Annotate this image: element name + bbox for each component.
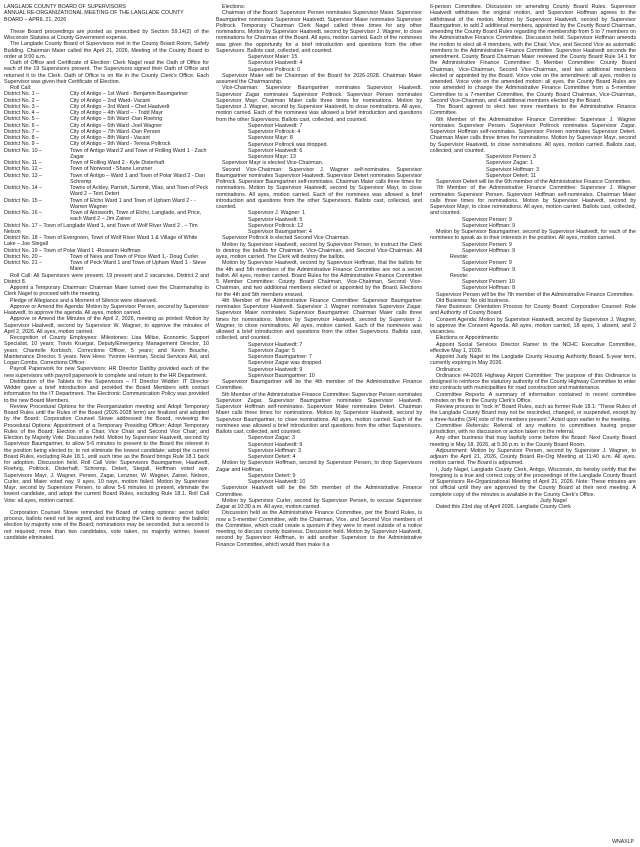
paragraph: Supervisor Persen will be the 7th member of the Administrative Finance Committee. (436, 291, 635, 298)
paragraph: Appoint Social Services Director Ramer to the NCHC Executive Committee, effective May 1, 2026. (430, 341, 636, 354)
paragraph: Supervisor Detert will be the 6th member of the Administrative Finance Committee. (436, 179, 632, 185)
district-desc: City of Antigo – 3rd Ward – Chet Haatvedt (70, 103, 170, 110)
vote-line: Supervisor Persen: 3 (486, 154, 536, 160)
paragraph: Elections or Appointments: (436, 335, 500, 342)
district-number: District No. 13 – (4, 172, 43, 179)
paragraph: Distribution of the Tablets to the Supervisors – IT Director Widder: IT Director Widder gave a brief introduction and provided the Board Members with contact information for the IT Department. The Electronic Communication Policy was provided to the new Board Members. (4, 378, 209, 404)
column-2 (216, 4, 422, 548)
vote-line: Supervisor Persen: 10 (462, 279, 515, 285)
roll-call-heading: Roll Call: (10, 85, 32, 91)
vote-tally (430, 154, 636, 179)
vote-line: Supervisor Haatvedt: 9 (248, 441, 303, 448)
paragraph: Appoint a Temporary Chairman: Chairman Maier turned over the Chairmanship to Clerk Nagel to proceed with the meeting. (4, 285, 209, 298)
district-desc: City of Antigo – 1st Ward - Benjamin Baumgartner (70, 91, 189, 98)
paragraph: Supervisor Poltrock is elected Second Vice Chairman. (222, 235, 350, 242)
vote-line: Supervisor Hoffman: 9 (462, 247, 516, 254)
district-desc: Town of Antigo Ward 2 and Town of Rolling Ward 1 - Zach Zagar (70, 147, 207, 160)
district-desc: City of Antigo – 9th Ward - Teresa Poltrock (70, 141, 171, 148)
paragraph: Chairman of the Board: Supervisor Persen nominates Supervisor Maier. Supervisor Baumgartner nominates Supervisor Haatvedt. Supervisor Maier nominates Supervisor Poltrock. Temporary Chairman Clerk Nagel called three times for any other nominations. Motion by Supervisor Haatvedt, second by Supervisor J. Wagner, to close nominations for Chairman of the Board. All ayes, motion carried. Each of the nominees was given the opportunity for a brief introduction and questions from the other Supervisors. Ballots cast, collected, and counted. (216, 10, 422, 54)
vote-line: Supervisor Poltrock: 4 (248, 129, 301, 135)
header-line-2: ANNUAL RE-ORGANIZATIONAL MEETING OF THE LANGLADE COUNTY (4, 10, 184, 17)
vote-line: Supervisor Hoffman: 3 (248, 447, 302, 454)
district-number: District No. 14 – (4, 185, 43, 191)
vote-line: Supervisor Haatvedt: 9 (248, 366, 303, 373)
paragraph: 5th Member of the Administrative Finance Committee: Supervisor Persen nominates Supervisor Zagar. Supervisor Baumgartner nominates Supervisor Haatvedt. Supervisor Hoffman self-nominates. Supervisor Maier nominates Detert. Chairman Maier calls three times for nominations. Motion by Supervisor Haatvedt, second by Supervisor Baumgartner, to close nominations. All ayes, motion carried. Each of the nominees was allowed a brief introduction and questions from the other Supervisors. Ballots cast, collected, and counted. (216, 391, 422, 435)
district-row: District No. 17 – Town of Langlade Ward 1, and Town of Wolf River Ward 2 . – Tim Nelson (4, 222, 198, 235)
vote-line: Supervisor Poltrock was dropped. (248, 141, 328, 148)
elections-heading: Elections: (222, 4, 246, 10)
vote-tally (430, 217, 636, 230)
paragraph: 4th Member of the Administrative Finance Committee: Supervisor Baumgartner nominates Supervisor Haatvedt. Supervisor J. Wagner nominates Supervisor Zagar. Supervisor Maier nominates Supervisor Baumgartner. Chairman Maier calls three times for nominations. Motion by Supervisor Haatvedt, second by Supervisor J. Wagner, to close nominations. All ayes, motion carried. Each of the nominees was allowed a brief introduction and questions from the other Supervisors. Ballots cast, collected, and counted. (216, 297, 422, 342)
paragraph: Recognition of County Employees: Milestones: Lisa Miltse, Economic Support Specialist, 10 years; Travis Kruegar, Deputy/Emergency Management Director, 10 years; Chantelle Korbisch, Corrections Officer, 5 years; and Kevin Bouche, Maintenance Director, 5 years. New Hires: Yvonne Herman, Social Services Aid, and Logan Combs, Corrections Officer. (4, 335, 209, 366)
district-desc: Town of Neva and Town of Price Ward 1,- Doug Curler (70, 253, 199, 260)
revote-label: Revote: (450, 254, 469, 260)
district-desc: Town of Peck Ward 1 and Town of Upham Ward 1 - Steve Maier (70, 260, 207, 273)
paragraph: Appoint Judy Nagel to the Langlade County Housing Authority Board, 5-year term, currently expiring in May 2026. (430, 354, 636, 367)
vote-line: Supervisor Zagar: 1 (486, 160, 533, 167)
vote-line: Supervisor Persen: 9 (462, 241, 512, 248)
paragraph: Second Vice-Chairman: Supervisor J. Wagner self-nominates. Supervisor Baumgartner nominates Supervisor Haatvedt. Supervisor Detert nominates Supervisor Poltrock. Supervisor Baumgartner self-nominates. Chairman Maier calls three times for nominations. Motion by Supervisor Haatvedt, second by Supervisor Mayr, to close nominations. All ayes, motion carried. Each of the nominees was allowed a brief introduction and questions from the other Supervisors. Ballots cast, collected, and counted. (216, 166, 422, 210)
paragraph: Vice-Chairman: Supervisor Baumgartner nominates Supervisor Haatvedt. Supervisor Zagar nominates Supervisor Poltrock. Supervisor Persen nominates Supervisor Mayr. Chairman Maier calls three times for nominations. Motion by Supervisor J. Wagner, second by Supervisor Haatvedt, to close nominations. All ayes, motion carried. Each of the nominees was allowed a brief introduction and questions from the other Supervisors. Ballots cast, collected, and counted. (216, 85, 422, 123)
vote-line: Supervisor Persen: 9 (462, 260, 512, 267)
district-number: District No. 10 – (4, 147, 43, 154)
vote-line: Supervisor Hoffman: 3 (486, 166, 540, 173)
vote-tally (216, 473, 422, 486)
district-number: District No. 8 – (4, 135, 40, 141)
paragraph: Roll Call: All Supervisors were present. 19 present and 2 vacancies, District 2 and District 8. (4, 272, 209, 285)
vote-tally (216, 123, 422, 161)
paragraph: 6-person Committee. Discussion on amending County Board Rules. Supervisor Haatvedt withdraws the original motion, and Supervisor Hoffman agrees to the withdrawal of the motion. Motion by Supervisor Haatvedt, second by Supervisor Baumgartner, to add 2 additional members, appointed by the County Board Chairman, amending the County Board Rules regarding the membership from 5 to 7 members on the Administrative Finance Committee. Discussion held. Supervisor Hoffman amends the motion to elect all 4 members, with the Chair, Vice, and Second Vice as automatic members to the Administrative Finance Committee. Supervisor Haatvedt seconds the amendment. County Board Chairman Maier reviewed the County Board Rule 14.1 for the Administrative Finance Committee: 5 Member Committee: County Board Chairman, Vice-Chairman, Second Vice-Chairman, and two additional members elected or appointed by the Board. Voice vote on the amendment: all ayes, motion is amended. Voice vote on the amended motion: all ayes, the County Board Rules are now amended to change the Administrative Finance Committee from a 5-member Committee to a 7-member Committee, the County Board Chairman, Vice-Chairman, Second Vice-Chairman, and 4 additional members elected by the Board. (430, 4, 636, 104)
vote-line: Supervisor Zagar was dropped. (248, 360, 323, 367)
vote-line: Supervisor Hoffman: 9 (462, 266, 516, 273)
paragraph: I, Judy Nagel, Langlade County Clerk, Antigo, Wisconsin, do hereby certify that the foregoing is a true and correct copy of the proceedings of the Langlade County Board of Supervisors Re-Organizational Meeting of April 21, 2026. Note: These minutes are not official until they are approved by the County Board at their next meeting. A complete copy of the minutes is available in the County Clerk’s Office. (430, 466, 636, 498)
vote-line: Supervisor Haatvedt: 7 (248, 341, 303, 348)
district-number: District No. 3 – (4, 103, 40, 110)
district-desc: City of Antigo – 8th Ward - Vacant (70, 135, 150, 141)
paragraph: Oath of Office and Certificate of Election: Clerk Nagel read the Oath of Office for each of the 19 Supervisors present. The Supervisors signed their Oath of Office and returned it to the Clerk. Oath of Office is on file in the County Clerk’s Office. Each Supervisor was given their Certificate of Election. (4, 60, 209, 85)
paragraph: Supervisor Baumgartner will be the 4th member of the Administrative Finance Committee. (216, 379, 422, 392)
vote-line: Supervisor Poltrock: 0 (248, 66, 301, 73)
vote-line: Supervisor Poltrock: 12 (248, 222, 304, 229)
vote-line: Supervisor Detert: 11 (486, 172, 537, 179)
paragraph: Motion by Supervisor Haatvedt, second by Supervisor Hoffman, that the ballots for the 4th and 5th members of the Administrative Finance Committee are not a secret ballot. All ayes, motion carried. Board Rules for the Administrative Finance Committee 5 Member Committee: County Board Chairman, Vice-Chairman, Second Vice-Chairman, and two additional members elected or appointed by the Board. Elections for the 4th and 5th members ensued. (216, 260, 422, 298)
header-line-3: BOARD – APRIL 21, 2026 (4, 16, 67, 23)
vote-line: Supervisor Detert: 4 (248, 454, 296, 460)
paragraph: Approve or Amend the Agenda: Motion by Supervisor Persen, second by Supervisor Haatvedt, to approve the agenda. All ayes, motion carried. (4, 303, 209, 316)
vote-tally (430, 242, 636, 255)
vote-line: Supervisor Haatvedt: 4 (248, 60, 303, 67)
district-row: District No. 19 – Town of Polar Ward 1 -Roseann Hoffman (4, 247, 141, 254)
paragraph: Ordinance: (436, 366, 463, 373)
revote-label: Revote: (450, 272, 469, 279)
notice-header (4, 4, 209, 23)
header-line-1: LANGLADE COUNTY BOARD OF SUPERVISORS (4, 4, 126, 10)
vote-tally (216, 342, 422, 380)
paragraph: New Business: Orientation Process for County Board: Corporation Counsel: Role and Authority of County Board. (430, 304, 636, 317)
dated-line: Dated this 23rd day of April 2026. Langlade County Clerk (436, 504, 571, 510)
vote-line: Supervisor Haatvedt: 5 (248, 216, 303, 223)
district-number: District No. 2 – (4, 97, 40, 104)
district-desc: Town of Antigo – Ward 1 and Town of Polar Ward 2 - Dan Schremp (70, 172, 205, 185)
paragraph: Approve or Amend the Minutes of the April 2, 2026, meeting as printed: Motion by Supervisor Haatvedt, second by Supervisor W. Wagner, to approve the minutes of April 2, 2026. All ayes, motion carried. (4, 316, 209, 335)
vote-tally (430, 279, 636, 292)
vote-line: Supervisor Baumgartner: 10 (248, 372, 315, 379)
paragraph: Review process to “lock in” Board Rules, such as former Rule 18.1: “These Rules of the Langlade County Board may not be rescinded, changed, or suspended, except by a three-fourths (3/4) vote of the members present.” Acted upon earlier in the meeting. (430, 404, 636, 423)
paragraph: Payroll Paperwork for new Supervisors: HR Director Dahlby provided each of the new supervisors with payroll paperwork to complete and return to the HR Department. (4, 366, 209, 379)
column-1 (4, 4, 209, 541)
district-desc: Town of Norwood - Shane Lenzner (70, 166, 153, 173)
district-row (4, 198, 209, 211)
vote-line: Supervisor Hoffman: 9 (462, 222, 516, 229)
vote-line: Supervisor Baumgartner: 7 (248, 354, 312, 360)
district-number: District No. 6 – (4, 122, 40, 129)
paragraph: Supervisor Haatvedt will be the 5th member of the Administrative Finance Committee. (216, 485, 422, 498)
publication-code: WNAXLP (612, 838, 634, 845)
paragraph: Old Business: No old business. (436, 297, 510, 304)
paragraph: Review Procedural Options for the Reorganization meeting and Adopt Temporary Board Rules until the Rules of the Board (2026-2028 term) are finalized and adopted by the Board: Corporation Counsel Stowe addressed the Board, reviewing the Procedural Options: Appointment of a Temporary Presiding Officer; Adopt Temporary Rules of the Board; Election of a Chair, Vice Chair and Second Vice Chair; and Election by Majority Vote. Discussion held. Motion by Supervisor Haatvedt, second by Supervisor Baumgartner, to allow 5-6 minutes to present to the Board the interest in the position being elected to; to not eliminate the lowest candidate; adopt the current Board Rules, excluding Rule 18.1, until such time as the Board brings Rule 18.1 back for adoption. Discussion held. Roll Call Vote: Supervisors Baumgartner, Haatvedt, Roehrig, Poltrock, Disterhaft, Schremp, Detert, Stegall, Hoffman voted aye. Supervisors Mayr, J. Wagner, Persen, Zagar, Lenzner, W. Wagner, Zainer, Nelson, Curler, and Maier voted nay. 9 ayes, 10 nays, motion failed. Motion by Supervisor Mayr, second by Supervisor Persen, to allow 5-6 minutes to present, eliminate the lowest candidate, and adopt the current Board Rules, excluding Rule 18.1. Roll Call Vote: all ayes, motion carried. (4, 403, 209, 504)
district-number: District No. 1 – (4, 91, 40, 98)
district-row: District No. 18 – Town of Evergreen, Town of Wolf River Ward 1 & Village of White Lake – Joe Stegall (4, 235, 198, 248)
paragraph: Discussion held as the Administrative Finance Committee, per the Board Rules, is now a 5-member Committee, with the Chairman, Vice, and Second Vice members of the Committee, which could create a quorum if they were to meet outside of a notice meeting, to discuss county business. Discussion held. Motion by Supervisor Haatvedt, second by Supervisor Hoffman, to add another Supervisor to the Administrative Finance Committee, which would then make it a (216, 510, 422, 548)
paragraph: Adjournment: Motion by Supervisor Persen, second by Supervisor J. Wagner, to adjourn the April 21, 2026, County Board Re-Org Meeting at 11:40 a.m. All ayes, motion carried. The Board is adjourned. (430, 447, 636, 467)
paragraph: Committee Referrals: Referral of any matters to committees having proper jurisdiction, with no discussion or action taken on the referral. (430, 422, 636, 435)
vote-line: Supervisor Hoffman: 8 (462, 285, 516, 292)
paragraph: Corporation Counsel Stowe reminded the Board of voting options: secret ballot process, ballots need not be signed, and instructing the Clerk to destroy the ballots; election by majority vote of the Board; nominations may be seconded, but a second is not required; more than two candidates, vote taken, no majority winner, lowest candidate eliminated. (4, 509, 209, 541)
district-number: District No. 5 – (4, 116, 40, 123)
vote-line: Supervisor Zagar: 5 (248, 347, 295, 354)
vote-tally (216, 54, 422, 73)
district-desc: City of Antigo – 6th Ward -Joel Wagner (70, 122, 162, 129)
paragraph: Committee Reports: A summary of information contained in recent committee minutes on file in the County Clerk’s Office. (430, 391, 636, 404)
district-row (4, 260, 209, 273)
paragraph: Motion by Supervisor Hoffman, second by Supervisor Persen, to drop Supervisors Zagar and Hoffman. (216, 460, 422, 473)
district-desc: City of Antigo – 7th Ward -Dan Persen (70, 128, 161, 135)
paragraph: Motion by Supervisor Haatvedt, second by Supervisor Persen, to instruct the Clerk to destroy the ballots for Chairman, Vice-Chairman, and Second Vice-Chairman. All ayes, motion carried. The Clerk will destroy the ballots. (216, 241, 422, 260)
vote-line: Supervisor Maier: 15 (248, 54, 298, 60)
district-number: District No. 4 – (4, 110, 40, 116)
district-desc: City of Antigo – 2nd Ward- Vacant (70, 97, 150, 104)
paragraph: The Langlade County Board of Supervisors met in the County Board Room, Safety Building. Chairman Maier called the April 21, 2026, Meeting of the County Board to order at 9:00 a.m. (4, 41, 209, 60)
vote-line: Supervisor Haatvedt: 6 (248, 147, 303, 154)
district-number: District No. 7 – (4, 128, 40, 135)
paragraph: Ordinance #4-2026 Highway Airport Committee: The purpose of this Ordinance is designed to reinforce the statutory authority of the County Highway Committee to enter into contracts with municipalities for road construction and maintenance. (430, 372, 636, 392)
district-desc: Town of Ainsworth, Town of Elcho, Langlade, and Price, each Ward 2 – Jim Zainer (70, 210, 202, 223)
vote-line: Supervisor J. Wagner: 1 (248, 210, 306, 217)
paragraph: Supervisor Maier will be Chairman of the Board for 2026-2028. Chairman Maier assumed the Chairmanship. (216, 72, 422, 85)
district-desc: Town of Elcho Ward 1 and Town of Upham Ward 2 - - Warren Wagner (70, 197, 196, 210)
vote-tally (430, 260, 636, 273)
district-number: District No. 11 – (4, 160, 42, 166)
district-desc: Towns of Ackley, Parrish, Summit, Vilas, and Town of Peck Ward 2 – Terri Detert (70, 185, 209, 198)
vote-line: Supervisor Mayr: 8 (248, 135, 293, 142)
district-row (4, 185, 209, 198)
paragraph: Any other business that may lawfully come before the Board: Next County Board meeting is May 18, 2026, at 5:30 p.m. in the County Board Room. (430, 435, 636, 448)
district-desc: City of Antigo – 4th Ward – - Todd Mayr (70, 110, 163, 116)
paragraph: The Board agreed to elect two more members to the Administrative Finance Committee. (430, 104, 636, 117)
district-desc: Town of Rolling Ward 2 - Kyle Disterhaft (70, 160, 165, 166)
district-list (4, 91, 209, 272)
paragraph: These Board proceedings are posted as prescribed by Section 59.14(2) of the Wisconsin Statutes at County Government expense. (4, 28, 209, 41)
district-row (4, 210, 209, 223)
paragraph: Motion by Supervisor Curler, second by Supervisor Persen, to excuse Supervisor Zagar at 10:30 a.m. All ayes, motion carried. (216, 497, 422, 510)
paragraph: 7th Member of the Administrative Finance Committee: Supervisor J. Wagner nominates Supervisor Persen. Supervisor Hoffman self-nominates. Chairman Maier calls three times for nominations. Motion by Supervisor Haatvedt, second by Supervisor Mayr, to close nominations. All ayes, motion carried. Ballots cast, collected, and counted. (430, 185, 636, 217)
district-desc: City of Antigo – 5th Ward -Dan Roehrig (70, 116, 163, 123)
district-number: District No. 20 – (4, 253, 43, 260)
paragraph: 6th Member of the Administrative Finance Committee: Supervisor J. Wagner nominates Supervisor Persen. Supervisor Poltrock nominates Supervisor Zagar. Supervisor Hoffman self-nominates. Supervisor Persen nominates Supervisor Detert. Chairman Maier calls three times for nominations. Motion by Supervisor Mayr, second by Supervisor Haatvedt, to close nominations. All ayes, motion carried. Ballots cast, collected, and counted. (430, 116, 636, 154)
vote-line: Supervisor Haatvedt: 10 (248, 479, 306, 485)
district-number: District No. 12 – (4, 166, 43, 173)
vote-tally (216, 210, 422, 235)
vote-line: Supervisor Mayr: 13 (248, 154, 296, 160)
vote-line: Supervisor Zagar: 3 (248, 435, 295, 442)
district-number: District No. 16 – (4, 210, 43, 216)
district-number: District No. 21 – (4, 260, 43, 266)
column-3 (430, 4, 636, 510)
vote-line: Supervisor Detert: 9 (248, 472, 296, 479)
paragraph: Pledge of Allegiance and a Moment of Silence were observed. (10, 297, 158, 304)
district-row (4, 148, 209, 161)
vote-tally (216, 435, 422, 460)
vote-line: Supervisor Persen: 9 (462, 216, 512, 223)
district-number: District No. 15 – (4, 197, 43, 204)
district-row (4, 173, 209, 186)
clerk-signature-name: Judy Nagel (540, 497, 567, 504)
vote-line: Supervisor Baumgartner: 4 (248, 229, 312, 235)
district-number: District No. 9 – (4, 141, 40, 148)
paragraph: Motion by Supervisor Baumgartner, second by Supervisor Haatvedt, for each of the nominees to speak as to their interests in the position. All ayes, motion carried. (430, 229, 636, 242)
paragraph: Consent Agenda: Motion by Supervisor Haatvedt, second by Supervisor J. Wagner, to approve the Consent Agenda. All ayes, motion carried, 18 ayes, 1 absent, and 2 vacancies. (430, 316, 636, 335)
paragraph: Supervisor Mayr is elected Vice-Chairman. (222, 160, 324, 167)
vote-line: Supervisor Haatvedt: 7 (248, 122, 303, 129)
